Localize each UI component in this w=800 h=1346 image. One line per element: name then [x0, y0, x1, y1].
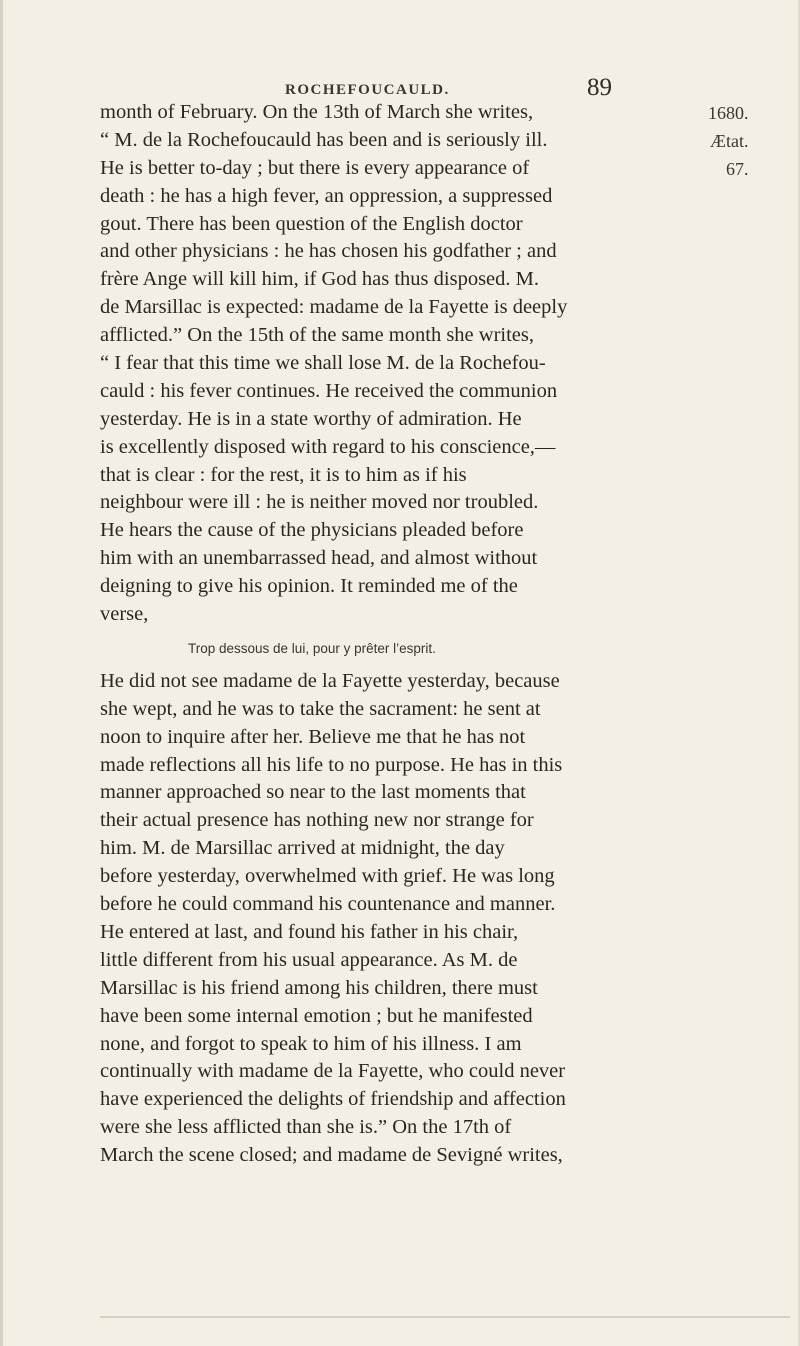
text-line: and other physicians : he has chosen his godfather ; and — [100, 240, 557, 263]
text-line: He entered at last, and found his father in his chair, — [100, 920, 519, 943]
text-line: she wept, and he was to take the sacrament: he sent at — [100, 697, 541, 720]
bottom-rule — [100, 1316, 790, 1318]
text-line: is excellently disposed with regard to his conscience,— — [100, 435, 556, 458]
text-line: He is better to-day ; but there is every appearance of — [100, 156, 530, 179]
text-line: noon to inquire after her. Believe me that he has not — [100, 725, 526, 748]
text-line: “ M. de la Rochefoucauld has been and is seriously ill. — [100, 128, 548, 151]
text-line: He did not see madame de la Fayette yesterday, because — [100, 669, 560, 692]
text-line: He hears the cause of the physicians pleaded before — [100, 519, 524, 542]
text-line: made reflections all his life to no purpose. He has in this — [100, 753, 563, 776]
text-line: verse, — [100, 603, 149, 626]
text-line: yesterday. He is in a state worthy of admiration. He — [100, 407, 522, 430]
text-line: him. M. de Marsillac arrived at midnight, the day — [100, 837, 505, 860]
text-line: death : he has a high fever, an oppression, a suppressed — [100, 184, 553, 207]
text-line: none, and forgot to speak to him of his illness. I am — [100, 1032, 522, 1055]
text-line: “ I fear that this time we shall lose M. de la Rochefou- — [100, 352, 546, 375]
text-line: have been some internal emotion ; but he manifested — [100, 1004, 533, 1027]
paragraph-before-quote — [100, 99, 706, 629]
text-line: continually with madame de la Fayette, who could never — [100, 1060, 566, 1083]
verse-quote: Trop dessous de lui, pour y prêter l’esprit. — [188, 640, 436, 656]
text-line: Marsillac is his friend among his children, there must — [100, 976, 538, 999]
page-edge-left — [0, 0, 3, 1346]
margin-note-label: Ætat. — [710, 131, 749, 151]
text-line: month of February. On the 13th of March she writes, — [100, 101, 534, 123]
text-line: that is clear : for the rest, it is to him as if his — [100, 463, 467, 486]
text-line: neighbour were ill : he is neither moved nor troubled. — [100, 491, 539, 514]
text-line: him with an unembarrassed head, and almost without — [100, 547, 538, 570]
text-line: little different from his usual appearance. As M. de — [100, 948, 518, 971]
text-line: cauld : his fever continues. He received the communion — [100, 379, 558, 402]
body-text — [100, 99, 706, 1170]
margin-note-age: 67. — [726, 159, 749, 179]
margin-note — [708, 99, 749, 183]
text-line: gout. There has been question of the English doctor — [100, 212, 523, 235]
paragraph-after-quote — [100, 668, 706, 1170]
margin-note-year: 1680. — [708, 103, 749, 123]
text-line: their actual presence has nothing new nor strange for — [100, 809, 534, 832]
text-line: were she less afflicted than she is.” On the 17th of — [100, 1116, 512, 1139]
text-line: frère Ange will kill him, if God has thus disposed. M. — [100, 268, 539, 291]
text-line: before yesterday, overwhelmed with grief. He was long — [100, 865, 555, 888]
text-line: have experienced the delights of friendship and affection — [100, 1088, 566, 1111]
text-line: afflicted.” On the 15th of the same month she writes, — [100, 324, 534, 347]
text-line: manner approached so near to the last moments that — [100, 781, 526, 804]
page-number: 89 — [587, 74, 612, 101]
text-line: March the scene closed; and madame de Sevigné writes, — [100, 1144, 563, 1167]
text-line: before he could command his countenance and manner. — [100, 893, 556, 916]
text-line: de Marsillac is expected: madame de la Fayette is deeply — [100, 296, 568, 319]
text-line: deigning to give his opinion. It reminded me of the — [100, 575, 518, 598]
running-head: ROCHEFOUCAULD. — [285, 82, 450, 98]
